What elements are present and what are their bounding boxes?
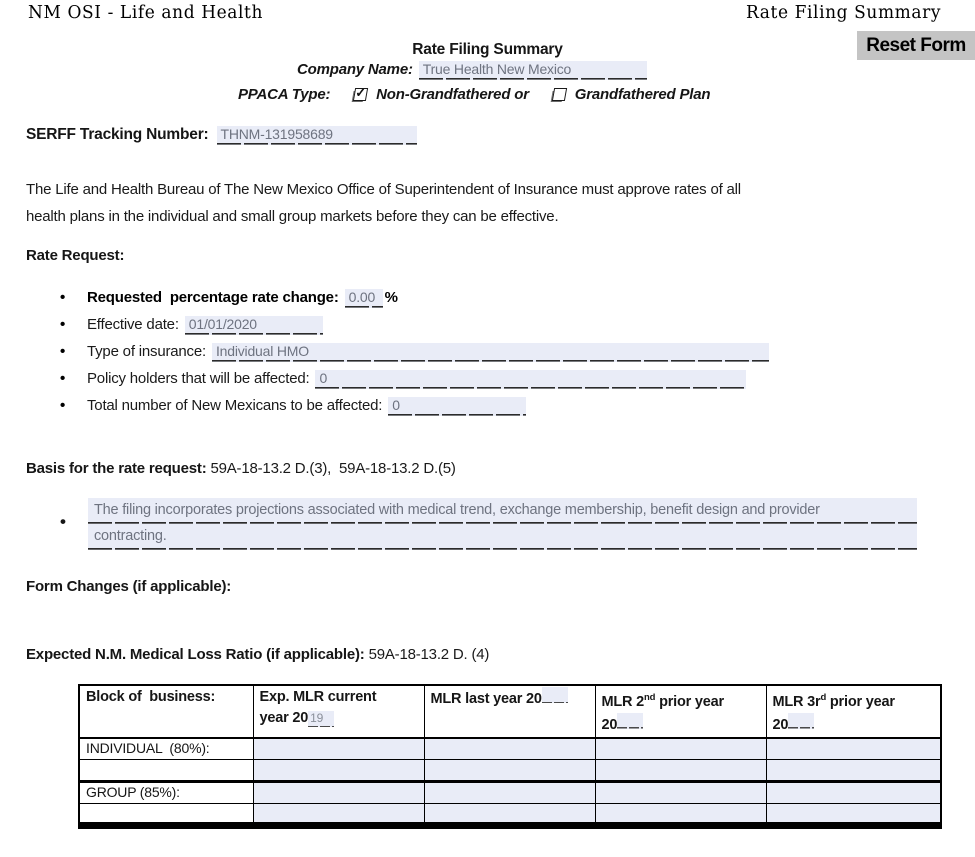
second-prior-year-input[interactable]	[617, 713, 643, 729]
basis-label: Basis for the rate request:	[26, 460, 207, 477]
effective-date-label: Effective date:	[87, 316, 179, 333]
company-name-input[interactable]: True Health New Mexico	[419, 61, 647, 80]
last-year-input[interactable]	[542, 687, 568, 703]
bullet-type-of-insurance	[60, 343, 769, 362]
document-header-right: Rate Filing Summary	[746, 2, 942, 24]
basis-row	[26, 460, 456, 477]
mlr-table-header-row	[79, 685, 941, 738]
mlr-cell-blank2-2nd[interactable]	[595, 804, 766, 826]
mlr-2nd-prior-sup: nd	[644, 692, 656, 703]
percent-suffix: %	[384, 289, 398, 306]
bullet-policy-holders	[60, 370, 746, 389]
header-exp-mlr-current	[253, 685, 424, 738]
checkmark-icon: ✓	[355, 85, 367, 100]
mlr-2nd-prior-line2: 20	[601, 716, 618, 733]
exp-mlr-header-line2: year 20	[259, 710, 309, 726]
mlr-cell-group-current[interactable]	[253, 782, 424, 804]
header-mlr-last-year	[424, 685, 595, 738]
mlr-cell-individual-3rd[interactable]	[766, 738, 941, 760]
form-title: Rate Filing Summary	[412, 41, 563, 58]
mlr-cell-blank1-current[interactable]	[253, 760, 424, 782]
mlr-3rd-prior-line2: 20	[772, 716, 789, 733]
grandfathered-checkbox-unchecked-icon[interactable]	[552, 88, 567, 101]
mlr-cell-group-2nd[interactable]	[595, 782, 766, 804]
mlr-cell-individual-2nd[interactable]	[595, 738, 766, 760]
requested-rate-change-input[interactable]: 0.00	[345, 289, 383, 308]
intro-paragraph	[26, 177, 886, 230]
document-header-left: NM OSI - Life and Health	[28, 2, 264, 24]
bullet-icon: •	[60, 343, 66, 360]
basis-value: 59A-18-13.2 D.(3), 59A-18-13.2 D.(5)	[210, 460, 456, 477]
serff-tracking-row	[26, 126, 417, 145]
header-mlr-3rd-prior	[766, 685, 941, 738]
grandfathered-label: Grandfathered Plan	[574, 86, 711, 103]
third-prior-year-input[interactable]	[788, 713, 814, 729]
intro-line-1: The Life and Health Bureau of The New Mexico Office of Superintendent of Insurance must approve rates of all	[26, 181, 741, 198]
bullet-icon: •	[60, 289, 66, 306]
ppaca-type-label: PPACA Type:	[238, 86, 331, 103]
expected-mlr-row	[26, 646, 489, 663]
mlr-cell-group-last[interactable]	[424, 782, 595, 804]
intro-line-2: health plans in the individual and small group markets before they can be effective.	[26, 207, 559, 225]
form-changes-heading: Form Changes (if applicable):	[26, 578, 232, 595]
basis-note-textarea[interactable]	[88, 498, 917, 550]
non-grandfathered-checkbox-checked-icon[interactable]	[353, 85, 368, 101]
rate-request-heading: Rate Request:	[26, 247, 125, 264]
ppaca-type-row	[238, 86, 710, 103]
basis-note-line-1[interactable]: The filing incorporates projections associated with medical trend, exchange membership, benefit design and provider	[88, 498, 917, 524]
mlr-cell-blank1-3rd[interactable]	[766, 760, 941, 782]
bullet-icon: •	[60, 397, 66, 414]
basis-note-line-2[interactable]: contracting.	[88, 524, 917, 550]
expected-mlr-value: 59A-18-13.2 D. (4)	[368, 646, 490, 663]
policy-holders-input[interactable]: 0	[315, 370, 746, 389]
total-new-mexicans-label: Total number of New Mexicans to be affected:	[87, 397, 383, 414]
header-mlr-2nd-prior	[595, 685, 766, 738]
mlr-cell-individual-last[interactable]	[424, 738, 595, 760]
table-row-group	[79, 782, 941, 804]
mlr-cell-blank2-current[interactable]	[253, 804, 424, 826]
type-of-insurance-input[interactable]: Individual HMO	[212, 343, 769, 362]
mlr-cell-blank2-3rd[interactable]	[766, 804, 941, 826]
policy-holders-label: Policy holders that will be affected:	[87, 370, 310, 387]
mlr-3rd-prior-pre: MLR 3r	[772, 693, 821, 710]
basis-note	[60, 498, 917, 550]
non-grandfathered-label: Non-Grandfathered or	[376, 86, 529, 103]
mlr-cell-group-3rd[interactable]	[766, 782, 941, 804]
table-row-blank-1	[79, 760, 941, 782]
mlr-cell-blank2-last[interactable]	[424, 804, 595, 826]
serff-tracking-input[interactable]: THNM-131958689	[217, 126, 417, 145]
blank-row-label	[79, 760, 253, 782]
table-row-blank-2	[79, 804, 941, 826]
individual-row-label: INDIVIDUAL (80%):	[79, 738, 253, 760]
company-name-row	[297, 61, 647, 80]
company-name-label: Company Name:	[297, 61, 413, 78]
current-year-input[interactable]: 19	[308, 711, 334, 727]
block-of-business-header-label: Block of business:	[86, 689, 216, 705]
mlr-3rd-prior-sup: d	[820, 692, 827, 703]
bullet-icon: •	[60, 370, 66, 387]
exp-mlr-header-line1: Exp. MLR current	[259, 689, 377, 705]
effective-date-input[interactable]: 01/01/2020	[185, 316, 323, 335]
expected-mlr-label: Expected N.M. Medical Loss Ratio (if applicable):	[26, 646, 365, 663]
blank-row-label	[79, 804, 253, 826]
total-new-mexicans-input[interactable]: 0	[388, 397, 526, 416]
reset-form-button[interactable]: Reset Form	[857, 31, 975, 60]
mlr-cell-blank1-2nd[interactable]	[595, 760, 766, 782]
type-of-insurance-label: Type of insurance:	[87, 343, 206, 360]
header-block-of-business	[79, 685, 253, 738]
requested-rate-change-label: Requested percentage rate change:	[87, 289, 339, 306]
mlr-last-year-header-label: MLR last year 20	[430, 691, 542, 707]
mlr-3rd-prior-post: prior year	[826, 693, 895, 710]
mlr-2nd-prior-pre: MLR 2	[601, 693, 645, 710]
table-row-individual	[79, 738, 941, 760]
serff-tracking-label: SERFF Tracking Number:	[26, 126, 209, 143]
mlr-cell-blank1-last[interactable]	[424, 760, 595, 782]
mlr-table	[78, 684, 942, 829]
bullet-requested-rate-change	[60, 289, 398, 308]
bullet-effective-date	[60, 316, 323, 335]
bullet-total-new-mexicans	[60, 397, 526, 416]
mlr-2nd-prior-post: prior year	[655, 693, 724, 710]
group-row-label: GROUP (85%):	[79, 782, 253, 804]
bullet-icon: •	[60, 316, 66, 333]
bullet-icon: •	[60, 512, 66, 531]
mlr-cell-individual-current[interactable]	[253, 738, 424, 760]
